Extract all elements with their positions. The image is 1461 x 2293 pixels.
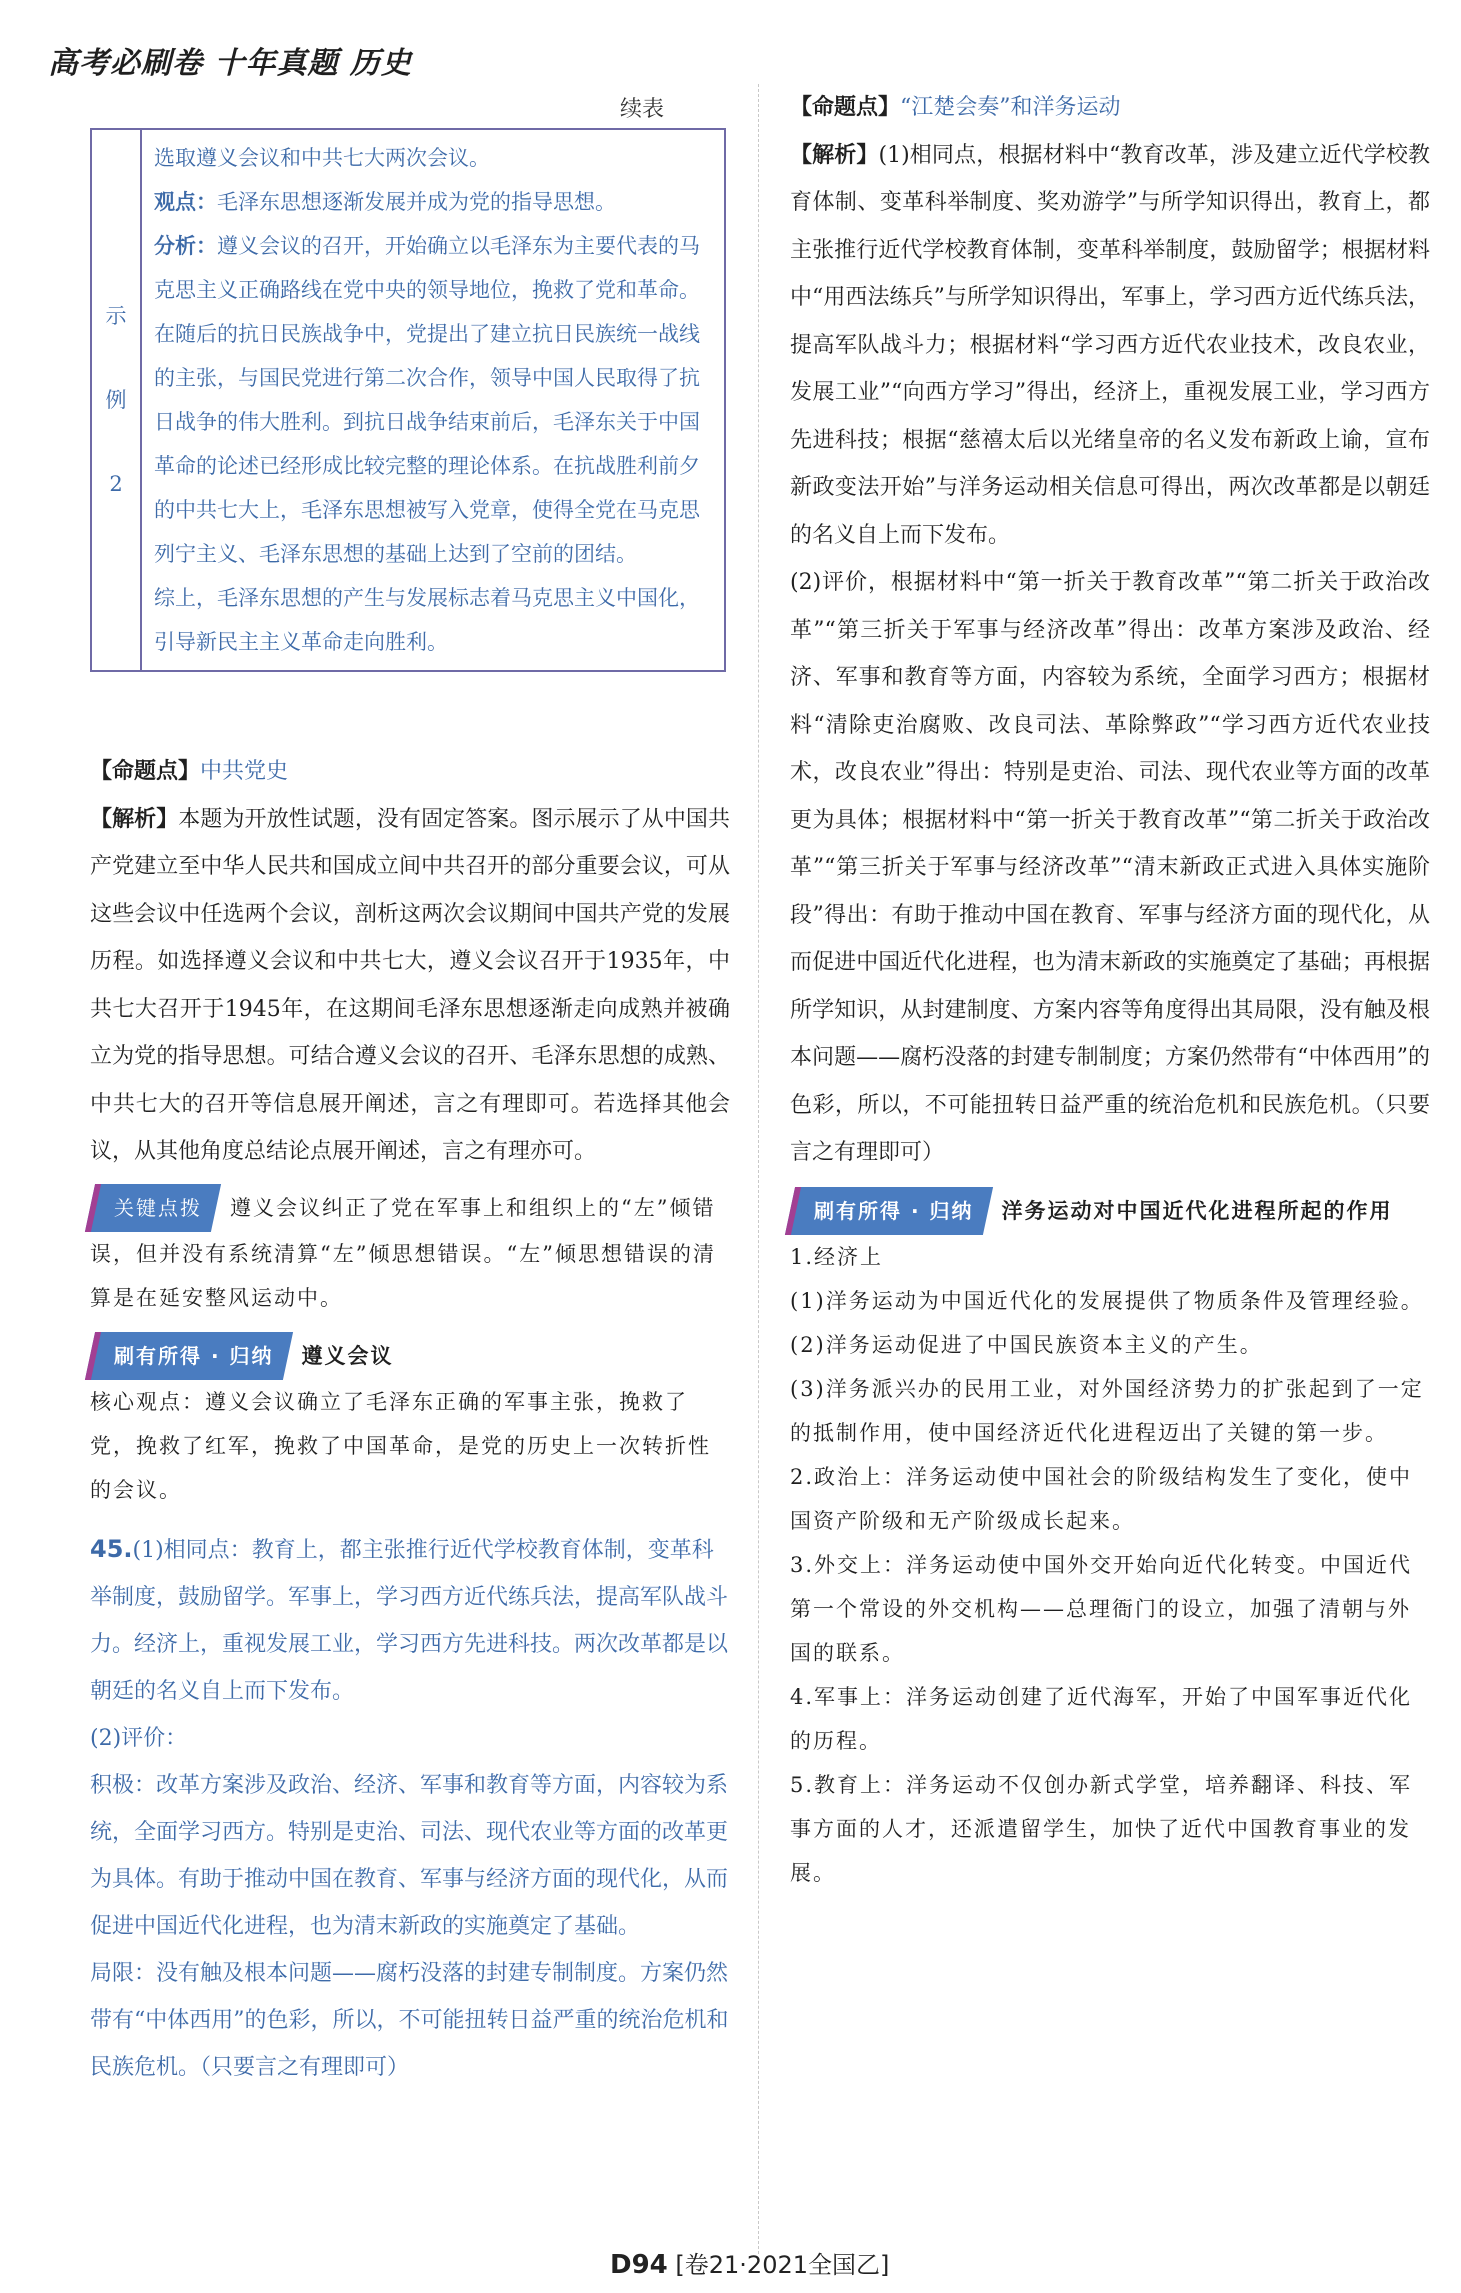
analysis-text: 遵义会议的召开，开始确立以毛泽东为主要代表的马克思主义正确路线在党中央的领导地位，挽救了党和革命。在随后的抗日民族战争中，党提出了建立抗日民族统一战线的主张，与国民党进行第二次合作，领导中国人民取得了抗日战争的伟大胜利。到抗日战争结束前后，毛泽东关于中国革命的论述已经形成比较完整的理论体系。在抗战胜利前夕的中共七大上，毛泽东思想被写入党章，使得全党在马克思列宁主义、毛泽东思想的基础上达到了空前的团结。 — [154, 234, 700, 566]
answer-1-label: (1)相同点： — [132, 1537, 252, 1563]
viewpoint-text: 毛泽东思想逐渐发展并成为党的指导思想。 — [217, 190, 616, 214]
summary-badge: 刷有所得 · 归纳 — [85, 1332, 293, 1380]
analysis-label: 【解析】 — [90, 805, 179, 832]
right-topic — [790, 84, 1430, 132]
summary-heading — [90, 1332, 730, 1380]
viewpoint — [154, 180, 716, 224]
label-char: 例 — [105, 388, 127, 412]
topic-label: 【命题点】 — [90, 758, 201, 784]
summary-badge: 刷有所得 · 归纳 — [785, 1187, 993, 1235]
topic-text: “江楚会奏”和洋务运动 — [900, 95, 1121, 120]
example-label — [91, 129, 141, 671]
list-item: 1.经济上 — [790, 1244, 884, 1269]
summary-title: 洋务运动对中国近代化进程所起的作用 — [1001, 1197, 1393, 1223]
book-header: 高考必刷卷 十年真题 历史 — [48, 46, 412, 81]
example-content — [141, 129, 725, 671]
continued-label: 续表 — [620, 97, 665, 122]
page-number: D94 — [610, 2250, 668, 2280]
answer-45 — [90, 1526, 730, 2091]
key-text: 遵义会议纠正了党在军事上和组织上的“左”倾错误，但并没有系统清算“左”倾思想错误。“左”倾思想错误的清算是在延安整风运动中。 — [90, 1195, 716, 1310]
column-divider — [758, 84, 759, 2254]
right-column — [790, 84, 1430, 1895]
list-item: (3)洋务派兴办的民用工业，对外国经济势力的扩张起到了一定的抵制作用，使中国经济近代化进程迈出了关键的第一步。 — [790, 1376, 1424, 1445]
list-item: 2.政治上：洋务运动使中国社会的阶级结构发生了变化，使中国资产阶级和无产阶级成长起来。 — [790, 1464, 1413, 1533]
limitation-label: 局限： — [90, 1960, 157, 1986]
left-column — [90, 748, 730, 2091]
list-item: 3.外交上：洋务运动使中国外交开始向近代化转变。中国近代第一个常设的外交机构——总理衙门的设立，加强了清朝与外国的联系。 — [790, 1552, 1413, 1665]
positive-text: 改革方案涉及政治、经济、军事和教育等方面，内容较为系统，全面学习西方。特别是吏治、司法、现代农业等方面的改革更为具体。有助于推动中国在教育、军事与经济方面的现代化，从而促进中国近代化进程，也为清末新政的实施奠定了基础。 — [90, 1772, 729, 1939]
analysis-label: 分析： — [154, 233, 217, 258]
question-number: 45. — [90, 1534, 133, 1563]
summary-text: 综上，毛泽东思想的产生与发展标志着马克思主义中国化，引导新民主主义革命走向胜利。 — [154, 586, 700, 654]
summary-heading — [790, 1187, 1430, 1235]
example-table — [90, 128, 726, 672]
analysis-part-2: (2)评价，根据材料中“第一折关于教育改革”“第二折关于政治改革”“第三折关于军事与经济改革”得出：改革方案涉及政治、经济、军事和教育等方面，内容较为系统，全面学习西方；根据材料“清除吏治腐败、改良司法、革除弊政”“学习西方近代农业技术，改良农业”得出：特别是吏治、司法、现代农业等方面的改革更为具体；根据材料中“第一折关于教育改革”“第二折关于政治改革”“第三折关于军事与经济改革”“清末新政正式进入具体实施阶段”得出：有助于推动中国在教育、军事与经济方面的现代化，从而促进中国近代化进程，也为清末新政的实施奠定了基础；再根据所学知识，从封建制度、方案内容等角度得出其局限，没有触及根本问题——腐朽没落的封建专制制度；方案仍然带有“中体西用”的色彩，所以，不可能扭转日益严重的统治危机和民族危机。（只要言之有理即可） — [790, 570, 1430, 1165]
positive-label: 积极： — [90, 1772, 157, 1798]
limitation-text: 没有触及根本问题——腐朽没落的封建专制制度。方案仍然带有“中体西用”的色彩，所以，不可能扭转日益严重的统治危机和民族危机。（只要言之有理即可） — [90, 1960, 729, 2080]
summary-text: 核心观点：遵义会议确立了毛泽东正确的军事主张，挽救了党，挽救了红军，挽救了中国革命，是党的历史上一次转折性的会议。 — [90, 1389, 711, 1502]
answer-2-label: (2)评价： — [90, 1725, 188, 1751]
analysis-text: 本题为开放性试题，没有固定答案。图示展示了从中国共产党建立至中华人民共和国成立间中共召开的部分重要会议，可从这些会议中任选两个会议，剖析这两次会议期间中国共产党的发展历程。如选择遵义会议和中共七大，遵义会议召开于1935年，中共七大召开于1945年，在这期间毛泽东思想逐渐走向成熟并被确立为党的指导思想。可结合遵义会议的召开、毛泽东思想的成熟、中共七大的召开等信息展开阐述，言之有理即可。若选择其他会议，从其他角度总结论点展开阐述，言之有理亦可。 — [90, 806, 730, 1164]
topic-text: 中共党史 — [200, 759, 289, 784]
list-item: (1)洋务运动为中国近代化的发展提供了物质条件及管理经验。 — [790, 1288, 1424, 1313]
analysis — [154, 224, 716, 576]
key-points — [90, 1184, 730, 1320]
left-topic — [90, 748, 730, 796]
answer-1-text: 教育上，都主张推行近代学校教育体制，变革科举制度，鼓励留学。军事上，学习西方近代练兵法，提高军队战斗力。经济上，重视发展工业，学习西方先进科技。两次改革都是以朝廷的名义自上而下发布。 — [90, 1537, 729, 1704]
source-label: [卷21·2021全国乙] — [675, 2251, 890, 2279]
label-char: 示 — [105, 304, 127, 328]
list-item: 5.教育上：洋务运动不仅创办新式学堂，培养翻译、科技、军事方面的人才，还派遣留学生，加快了近代中国教育事业的发展。 — [790, 1772, 1413, 1885]
analysis-label: 【解析】 — [790, 141, 879, 168]
summary-title: 遵义会议 — [301, 1342, 394, 1368]
key-badge: 关键点拨 — [85, 1184, 221, 1232]
topic-label: 【命题点】 — [790, 94, 901, 120]
analysis-part-1: (1)相同点，根据材料中“教育改革，涉及建立近代学校教育体制、变革科举制度、奖劝游学”与所学知识得出，教育上，都主张推行近代学校教育体制，变革科举制度，鼓励留学；根据材料中“用西法练兵”与所学知识得出，军事上，学习西方近代练兵法，提高军队战斗力；根据材料“学习西方近代农业技术，改良农业，发展工业”“向西方学习”得出，经济上，重视发展工业，学习西方先进科技；根据“慈禧太后以光绪皇帝的名义发布新政上谕，宣布新政变法开始”与洋务运动相关信息可得出，两次改革都是以朝廷的名义自上而下发布。 — [790, 142, 1430, 548]
list-item: 4.军事上：洋务运动创建了近代海军，开始了中国军事近代化的历程。 — [790, 1684, 1413, 1753]
left-analysis — [90, 796, 730, 1176]
page-footer — [610, 2245, 889, 2280]
viewpoint-label: 观点： — [154, 189, 217, 214]
example-intro: 选取遵义会议和中共七大两次会议。 — [154, 146, 490, 170]
label-char: 2 — [109, 472, 123, 496]
list-item: (2)洋务运动促进了中国民族资本主义的产生。 — [790, 1332, 1263, 1357]
